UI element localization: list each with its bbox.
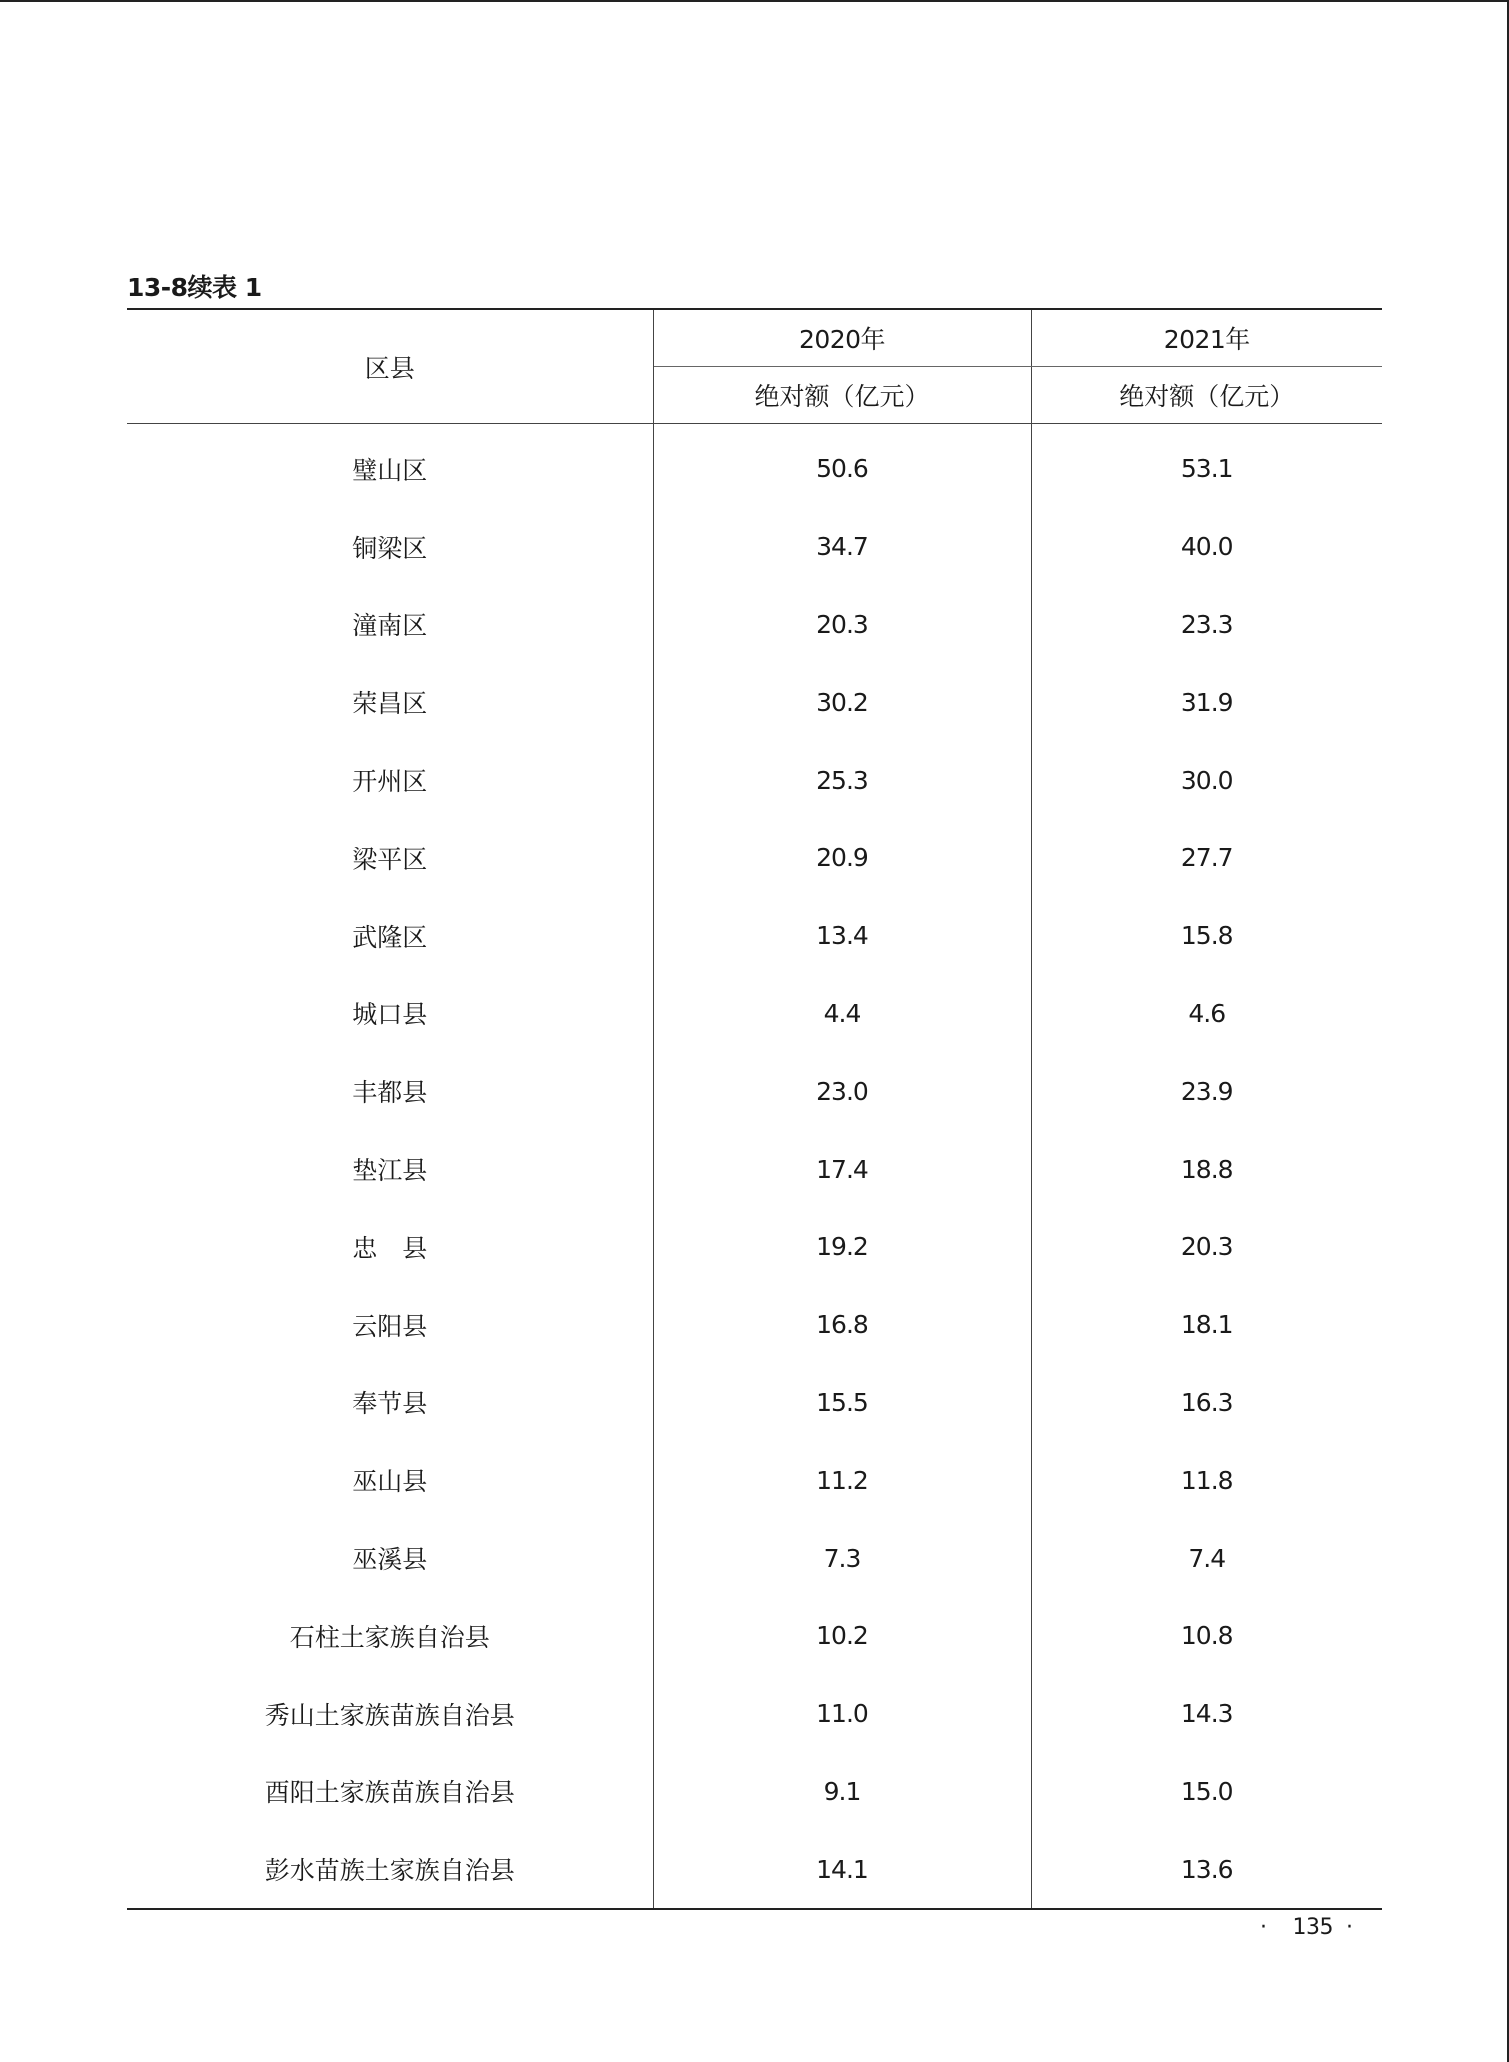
table-row	[127, 897, 1382, 975]
region-name-cell: 梁平区	[127, 819, 653, 897]
table-row	[127, 1130, 1382, 1208]
value-2020-cell: 11.0	[653, 1675, 1031, 1753]
region-name-cell: 酉阳土家族苗族自治县	[127, 1753, 653, 1831]
table-row	[127, 508, 1382, 586]
value-2020-cell: 7.3	[653, 1519, 1031, 1597]
value-2020-cell: 13.4	[653, 897, 1031, 975]
value-2020-cell: 9.1	[653, 1753, 1031, 1831]
table-row	[127, 663, 1382, 741]
value-2021-cell: 10.8	[1180, 1621, 1233, 1651]
region-name-cell: 秀山土家族苗族自治县	[127, 1675, 653, 1753]
page-border-top	[0, 0, 1509, 2]
region-name-cell: 开州区	[127, 741, 653, 819]
value-2021-cell: 18.8	[1180, 1154, 1233, 1184]
region-name-cell: 石柱土家族自治县	[127, 1597, 653, 1675]
table-row	[127, 1286, 1382, 1364]
region-name-cell: 荣昌区	[127, 663, 653, 741]
value-2021-cell: 20.3	[1180, 1232, 1233, 1262]
column-header-year-2020: 2020年	[653, 309, 1031, 367]
region-name-cell: 忠 县	[127, 1208, 653, 1286]
region-name-cell: 城口县	[127, 975, 653, 1053]
value-2021-cell: 31.9	[1180, 687, 1233, 717]
value-2021-cell: 18.1	[1180, 1310, 1233, 1340]
value-2021-cell: 16.3	[1180, 1387, 1233, 1417]
value-2020-cell: 25.3	[653, 741, 1031, 819]
data-table	[127, 308, 1382, 1910]
region-name-cell: 奉节县	[127, 1364, 653, 1442]
value-2020-cell: 11.2	[653, 1441, 1031, 1519]
region-name-cell: 潼南区	[127, 586, 653, 664]
region-name-cell: 丰都县	[127, 1052, 653, 1130]
value-2021-cell: 15.0	[1180, 1776, 1233, 1806]
value-2020-cell: 20.3	[653, 586, 1031, 664]
value-2021-cell: 40.0	[1180, 532, 1233, 562]
value-2020-cell: 17.4	[653, 1130, 1031, 1208]
column-header-unit-2021: 绝对额（亿元）	[1031, 367, 1382, 424]
table-row	[127, 586, 1382, 664]
column-header-year-2021: 2021年	[1031, 309, 1382, 367]
region-name-cell: 巫溪县	[127, 1519, 653, 1597]
value-2021-cell: 23.9	[1180, 1076, 1233, 1106]
value-2020-cell: 19.2	[653, 1208, 1031, 1286]
value-2021-cell: 23.3	[1180, 609, 1233, 639]
table-title: 13-8续表 1	[127, 273, 262, 302]
value-2020-cell: 16.8	[653, 1286, 1031, 1364]
table-row	[127, 1441, 1382, 1519]
value-2020-cell: 15.5	[653, 1364, 1031, 1442]
value-2020-cell: 30.2	[653, 663, 1031, 741]
table-row	[127, 1830, 1382, 1909]
value-2021-cell: 53.1	[1180, 454, 1233, 484]
page-number: · 135 ·	[1260, 1915, 1353, 1940]
region-name-cell: 璧山区	[127, 424, 653, 508]
table-row	[127, 1364, 1382, 1442]
header-row-years	[127, 309, 1382, 367]
value-2021-cell: 15.8	[1180, 921, 1233, 951]
table-row	[127, 1052, 1382, 1130]
column-header-unit-2020: 绝对额（亿元）	[653, 367, 1031, 424]
value-2021-cell: 30.0	[1180, 765, 1233, 795]
value-2020-cell: 23.0	[653, 1052, 1031, 1130]
table-row	[127, 741, 1382, 819]
table-row	[127, 1519, 1382, 1597]
value-2021-cell: 13.6	[1031, 1830, 1382, 1909]
region-name-cell: 铜梁区	[127, 508, 653, 586]
table-row	[127, 975, 1382, 1053]
table-row	[127, 1208, 1382, 1286]
table-row	[127, 424, 1382, 508]
region-name-cell: 云阳县	[127, 1286, 653, 1364]
region-name-cell: 巫山县	[127, 1441, 653, 1519]
value-2020-cell: 10.2	[653, 1597, 1031, 1675]
table-row	[127, 1675, 1382, 1753]
region-name-cell: 彭水苗族土家族自治县	[127, 1830, 653, 1909]
region-name-cell: 武隆区	[127, 897, 653, 975]
value-2020-cell: 50.6	[653, 424, 1031, 508]
value-2021-cell: 11.8	[1180, 1465, 1233, 1495]
table-row	[127, 1597, 1382, 1675]
value-2020-cell: 20.9	[653, 819, 1031, 897]
value-2021-cell: 7.4	[1188, 1543, 1226, 1573]
value-2020-cell: 4.4	[653, 975, 1031, 1053]
value-2021-cell: 4.6	[1188, 998, 1226, 1028]
value-2021-cell: 14.3	[1180, 1699, 1233, 1729]
value-2020-cell: 34.7	[653, 508, 1031, 586]
column-header-region: 区县	[127, 309, 653, 424]
table-row	[127, 1753, 1382, 1831]
table-body	[127, 424, 1382, 1910]
table-row	[127, 819, 1382, 897]
value-2021-cell: 27.7	[1180, 843, 1233, 873]
region-name-cell: 垫江县	[127, 1130, 653, 1208]
value-2020-cell: 14.1	[653, 1830, 1031, 1909]
